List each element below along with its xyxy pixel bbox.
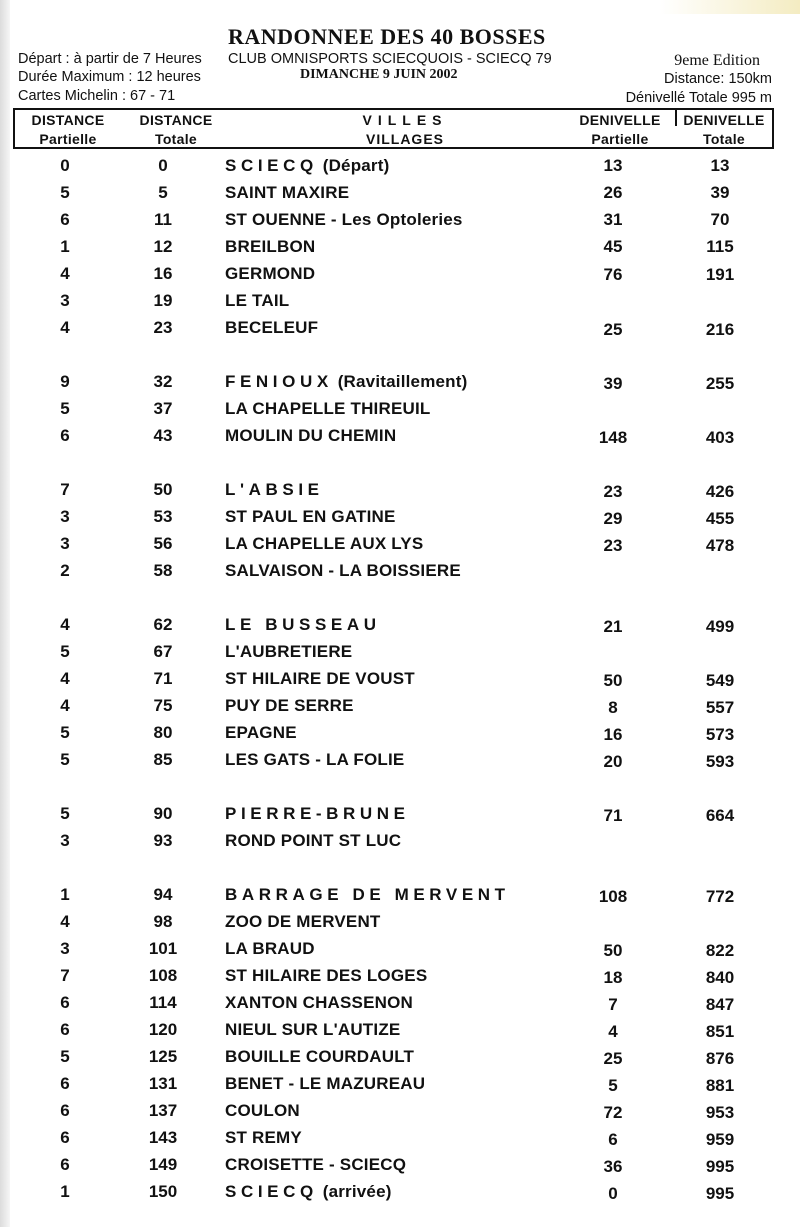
table-row <box>0 153 800 179</box>
village-name-cell <box>225 1179 392 1205</box>
village-name-cell <box>225 612 381 638</box>
dist-partielle-cell: 6 <box>60 993 70 1012</box>
dist-partielle-cell: 7 <box>60 480 70 499</box>
den-partielle-cell: 0 <box>608 1184 618 1203</box>
den-partielle-cell: 16 <box>603 725 623 744</box>
village-name: BREILBON <box>225 237 316 256</box>
dist-partielle-cell: 6 <box>60 1101 70 1120</box>
dist-totale-cell: 5 <box>158 183 168 202</box>
dist-totale-cell: 23 <box>153 318 173 337</box>
table-row <box>0 936 800 962</box>
village-name: GERMOND <box>225 264 316 283</box>
den-totale-cell: 822 <box>705 941 735 960</box>
village-name-cell <box>225 693 354 719</box>
den-totale-cell: 216 <box>705 320 735 339</box>
village-name: L'AUBRETIERE <box>225 642 353 661</box>
col-villes-top: VILLES <box>362 112 448 128</box>
den-partielle-cell: 7 <box>608 995 618 1014</box>
village-name-cell <box>225 369 467 395</box>
den-totale-cell: 881 <box>705 1076 735 1095</box>
dist-totale-cell: 16 <box>153 264 173 283</box>
den-totale-cell: 851 <box>705 1022 735 1041</box>
village-name-cell <box>225 1152 406 1178</box>
dist-partielle-cell: 3 <box>60 831 70 850</box>
dist-partielle-cell: 1 <box>60 237 70 256</box>
den-totale-cell: 426 <box>705 482 735 501</box>
village-name: ST PAUL EN GATINE <box>225 507 396 526</box>
table-row <box>0 666 800 692</box>
village-name-cell <box>225 909 381 935</box>
den-partielle-cell: 5 <box>608 1076 618 1095</box>
village-name-cell <box>225 315 318 341</box>
den-totale-cell: 573 <box>705 725 735 744</box>
dist-partielle-cell: 3 <box>60 291 70 310</box>
dist-totale-cell: 98 <box>153 912 173 931</box>
col-villes-bottom: VILLAGES <box>365 131 444 147</box>
village-name: XANTON CHASSENON <box>225 993 414 1012</box>
table-row <box>0 990 800 1016</box>
village-name: SAINT MAXIRE <box>225 183 350 202</box>
table-row <box>0 477 800 503</box>
village-name-cell <box>225 666 415 692</box>
den-totale-cell: 772 <box>705 887 735 906</box>
den-partielle-cell: 39 <box>603 374 623 393</box>
den-partielle-cell: 13 <box>603 156 623 175</box>
den-partielle-cell: 148 <box>598 428 628 447</box>
table-row <box>0 1017 800 1043</box>
village-name: FENIOUX <box>225 372 333 391</box>
dist-totale-cell: 67 <box>153 642 173 661</box>
dist-totale-cell: 143 <box>148 1128 178 1147</box>
table-row <box>0 693 800 719</box>
dist-partielle-cell: 5 <box>60 1047 70 1066</box>
cartes-info: Cartes Michelin : 67 - 71 <box>18 88 176 104</box>
village-name-cell <box>225 801 410 827</box>
table-row <box>0 1179 800 1205</box>
village-name-cell <box>225 1098 300 1124</box>
den-partielle-cell: 23 <box>603 482 623 501</box>
den-totale-cell: 499 <box>705 617 735 636</box>
dist-partielle-cell: 2 <box>60 561 70 580</box>
village-name-cell <box>225 207 463 233</box>
table-row <box>0 234 800 260</box>
village-name-cell <box>225 504 396 530</box>
denivele-info: Dénivellé Totale 995 m <box>625 90 772 106</box>
village-name: PUY DE SERRE <box>225 696 354 715</box>
col-den-partielle-top: DENIVELLE <box>579 112 661 128</box>
den-totale-cell: 455 <box>705 509 735 528</box>
table-row <box>0 882 800 908</box>
table-row <box>0 504 800 530</box>
dist-totale-cell: 149 <box>148 1155 178 1174</box>
col-den-partielle-bottom: Partielle <box>591 131 649 147</box>
dist-partielle-cell: 4 <box>60 696 70 715</box>
distance-info: Distance: 150km <box>664 71 772 87</box>
den-partielle-cell: 50 <box>603 941 623 960</box>
den-partielle-cell: 36 <box>603 1157 623 1176</box>
village-note: (arrivée) <box>317 1182 392 1201</box>
den-partielle-cell: 45 <box>603 237 623 256</box>
dist-partielle-cell: 9 <box>60 372 70 391</box>
table-row <box>0 558 800 584</box>
dist-totale-cell: 131 <box>148 1074 178 1093</box>
table-row <box>0 1125 800 1151</box>
village-name: BARRAGE DE MERVENT <box>225 885 510 904</box>
village-name: ZOO DE MERVENT <box>225 912 381 931</box>
dist-partielle-cell: 6 <box>60 1074 70 1093</box>
den-totale-cell: 847 <box>705 995 735 1014</box>
village-name: LA CHAPELLE THIREUIL <box>225 399 431 418</box>
dist-totale-cell: 58 <box>153 561 173 580</box>
village-name: LA BRAUD <box>225 939 315 958</box>
col-dist-totale-bottom: Totale <box>155 131 197 147</box>
dist-totale-cell: 56 <box>153 534 173 553</box>
dist-totale-cell: 120 <box>148 1020 178 1039</box>
dist-partielle-cell: 5 <box>60 723 70 742</box>
den-totale-cell: 664 <box>705 806 735 825</box>
village-name: NIEUL SUR L'AUTIZE <box>225 1020 401 1039</box>
table-row <box>0 396 800 422</box>
den-totale-cell: 403 <box>705 428 735 447</box>
dist-totale-cell: 32 <box>153 372 173 391</box>
den-totale-cell: 13 <box>710 156 730 175</box>
village-name-cell <box>225 153 389 179</box>
dist-partielle-cell: 5 <box>60 642 70 661</box>
table-row <box>0 801 800 827</box>
dist-partielle-cell: 3 <box>60 534 70 553</box>
depart-info: Départ : à partir de 7 Heures <box>18 51 202 67</box>
table-row <box>0 612 800 638</box>
village-name-cell <box>225 1071 425 1097</box>
village-name-cell <box>225 558 461 584</box>
dist-partielle-cell: 6 <box>60 1155 70 1174</box>
den-partielle-cell: 23 <box>603 536 623 555</box>
village-name: LES GATS - LA FOLIE <box>225 750 405 769</box>
village-name: COULON <box>225 1101 300 1120</box>
den-partielle-cell: 8 <box>608 698 618 717</box>
table-row <box>0 909 800 935</box>
village-name-cell <box>225 1017 400 1043</box>
col-dist-totale-top: DISTANCE <box>139 112 213 128</box>
table-row <box>0 720 800 746</box>
dist-partielle-cell: 6 <box>60 1128 70 1147</box>
dist-partielle-cell: 5 <box>60 399 70 418</box>
dist-totale-cell: 125 <box>148 1047 178 1066</box>
village-name-cell <box>225 639 352 665</box>
dist-partielle-cell: 4 <box>60 318 70 337</box>
table-row <box>0 180 800 206</box>
table-row <box>0 288 800 314</box>
den-totale-cell: 995 <box>705 1157 735 1176</box>
dist-totale-cell: 101 <box>148 939 178 958</box>
dist-totale-cell: 75 <box>153 696 173 715</box>
village-name-cell <box>225 396 430 422</box>
village-name: PIERRE-BRUNE <box>225 804 410 823</box>
village-name: CROISETTE - SCIECQ <box>225 1155 407 1174</box>
col-dist-partielle-top: DISTANCE <box>31 112 105 128</box>
table-row <box>0 1044 800 1070</box>
dist-totale-cell: 50 <box>153 480 173 499</box>
den-totale-cell: 593 <box>705 752 735 771</box>
village-name-cell <box>225 828 401 854</box>
den-totale-cell: 255 <box>705 374 735 393</box>
dist-partielle-cell: 4 <box>60 264 70 283</box>
dist-partielle-cell: 1 <box>60 1182 70 1201</box>
village-name: ST HILAIRE DES LOGES <box>225 966 428 985</box>
village-name-cell <box>225 1125 302 1151</box>
village-note: (Ravitaillement) <box>332 372 468 391</box>
village-name: ST OUENNE - Les Optoleries <box>225 210 463 229</box>
dist-totale-cell: 11 <box>154 210 172 229</box>
col-dist-partielle-bottom: Partielle <box>39 131 97 147</box>
dist-partielle-cell: 5 <box>60 183 70 202</box>
col-den-totale-bottom: Totale <box>703 131 745 147</box>
dist-totale-cell: 114 <box>149 993 177 1012</box>
village-name-cell <box>225 423 396 449</box>
village-name-cell <box>225 963 427 989</box>
table-row <box>0 828 800 854</box>
den-partielle-cell: 26 <box>603 183 623 202</box>
village-name: EPAGNE <box>225 723 297 742</box>
den-partielle-cell: 18 <box>603 968 623 987</box>
table-row <box>0 207 800 233</box>
dist-totale-cell: 108 <box>148 966 178 985</box>
den-partielle-cell: 71 <box>603 806 623 825</box>
den-partielle-cell: 25 <box>603 320 623 339</box>
village-name-cell <box>225 882 510 908</box>
dist-partielle-cell: 6 <box>60 210 70 229</box>
dist-partielle-cell: 5 <box>60 804 70 823</box>
village-name: LE BUSSEAU <box>225 615 381 634</box>
village-name-cell <box>225 990 413 1016</box>
dist-totale-cell: 94 <box>153 885 173 904</box>
dist-partielle-cell: 4 <box>60 669 70 688</box>
dist-totale-cell: 62 <box>153 615 173 634</box>
village-name-cell <box>225 477 324 503</box>
dist-totale-cell: 71 <box>153 669 173 688</box>
den-partielle-cell: 6 <box>608 1130 618 1149</box>
table-row <box>0 369 800 395</box>
village-name-cell <box>225 747 404 773</box>
dist-totale-cell: 80 <box>153 723 173 742</box>
village-name-cell <box>225 1044 414 1070</box>
dist-partielle-cell: 7 <box>60 966 70 985</box>
dist-partielle-cell: 3 <box>60 507 70 526</box>
village-name: L'ABSIE <box>225 480 324 499</box>
village-name-cell <box>225 531 423 557</box>
club-name: CLUB OMNISPORTS SCIECQUOIS - SCIECQ 79 <box>228 51 552 67</box>
dist-totale-cell: 0 <box>158 156 168 175</box>
den-totale-cell: 953 <box>705 1103 735 1122</box>
dist-partielle-cell: 4 <box>60 912 70 931</box>
village-name: BECELEUF <box>225 318 319 337</box>
village-name: LA CHAPELLE AUX LYS <box>225 534 424 553</box>
den-partielle-cell: 31 <box>603 210 623 229</box>
den-totale-cell: 876 <box>705 1049 735 1068</box>
table-row <box>0 531 800 557</box>
village-name: ST REMY <box>225 1128 302 1147</box>
dist-partielle-cell: 3 <box>60 939 70 958</box>
village-name: SALVAISON - LA BOISSIERE <box>225 561 461 580</box>
table-row <box>0 1098 800 1124</box>
den-partielle-cell: 29 <box>603 509 623 528</box>
page-title: RANDONNEE DES 40 BOSSES <box>228 24 546 49</box>
dist-totale-cell: 137 <box>148 1101 178 1120</box>
dist-totale-cell: 85 <box>153 750 173 769</box>
den-totale-cell: 115 <box>706 237 734 256</box>
dist-totale-cell: 90 <box>153 804 173 823</box>
event-date: DIMANCHE 9 JUIN 2002 <box>300 67 458 82</box>
dist-partielle-cell: 6 <box>60 426 70 445</box>
village-name: ST HILAIRE DE VOUST <box>225 669 415 688</box>
den-totale-cell: 840 <box>705 968 735 987</box>
village-name-cell <box>225 936 315 962</box>
dist-totale-cell: 150 <box>148 1182 178 1201</box>
table-row <box>0 963 800 989</box>
dist-totale-cell: 53 <box>153 507 173 526</box>
dist-partielle-cell: 1 <box>60 885 70 904</box>
den-partielle-cell: 72 <box>603 1103 623 1122</box>
den-partielle-cell: 108 <box>598 887 628 906</box>
dist-totale-cell: 37 <box>153 399 173 418</box>
dist-totale-cell: 93 <box>153 831 173 850</box>
village-name-cell <box>225 720 297 746</box>
dist-totale-cell: 43 <box>153 426 173 445</box>
den-totale-cell: 549 <box>705 671 735 690</box>
dist-partielle-cell: 0 <box>60 156 70 175</box>
table-row <box>0 1152 800 1178</box>
table-row <box>0 1071 800 1097</box>
village-name: BOUILLE COURDAULT <box>225 1047 415 1066</box>
table-row <box>0 261 800 287</box>
den-totale-cell: 478 <box>705 536 735 555</box>
col-den-totale-top: DENIVELLE <box>683 112 765 128</box>
village-note: (Départ) <box>317 156 390 175</box>
den-totale-cell: 557 <box>705 698 735 717</box>
village-name: SCIECQ <box>225 1182 318 1201</box>
village-name: SCIECQ <box>225 156 318 175</box>
village-name-cell <box>225 234 315 260</box>
den-totale-cell: 39 <box>710 183 730 202</box>
village-name: LE TAIL <box>225 291 290 310</box>
dist-partielle-cell: 4 <box>60 615 70 634</box>
den-partielle-cell: 50 <box>603 671 623 690</box>
table-row <box>0 639 800 665</box>
edition-label: 9eme Edition <box>674 52 760 69</box>
duree-info: Durée Maximum : 12 heures <box>18 69 201 85</box>
dist-partielle-cell: 5 <box>60 750 70 769</box>
village-name: ROND POINT ST LUC <box>225 831 402 850</box>
village-name: BENET - LE MAZUREAU <box>225 1074 426 1093</box>
dist-partielle-cell: 6 <box>60 1020 70 1039</box>
village-name-cell <box>225 261 315 287</box>
den-totale-cell: 959 <box>705 1130 735 1149</box>
den-totale-cell: 191 <box>705 265 735 284</box>
dist-totale-cell: 19 <box>153 291 173 310</box>
den-partielle-cell: 25 <box>603 1049 623 1068</box>
village-name: MOULIN DU CHEMIN <box>225 426 397 445</box>
den-partielle-cell: 76 <box>603 265 623 284</box>
village-name-cell <box>225 180 349 206</box>
table-row <box>0 423 800 449</box>
den-partielle-cell: 20 <box>603 752 623 771</box>
den-partielle-cell: 21 <box>603 617 623 636</box>
table-row <box>0 315 800 341</box>
dist-totale-cell: 12 <box>153 237 173 256</box>
village-name-cell <box>225 288 289 314</box>
table-row <box>0 747 800 773</box>
den-totale-cell: 995 <box>705 1184 735 1203</box>
den-partielle-cell: 4 <box>608 1022 618 1041</box>
den-totale-cell: 70 <box>710 210 730 229</box>
